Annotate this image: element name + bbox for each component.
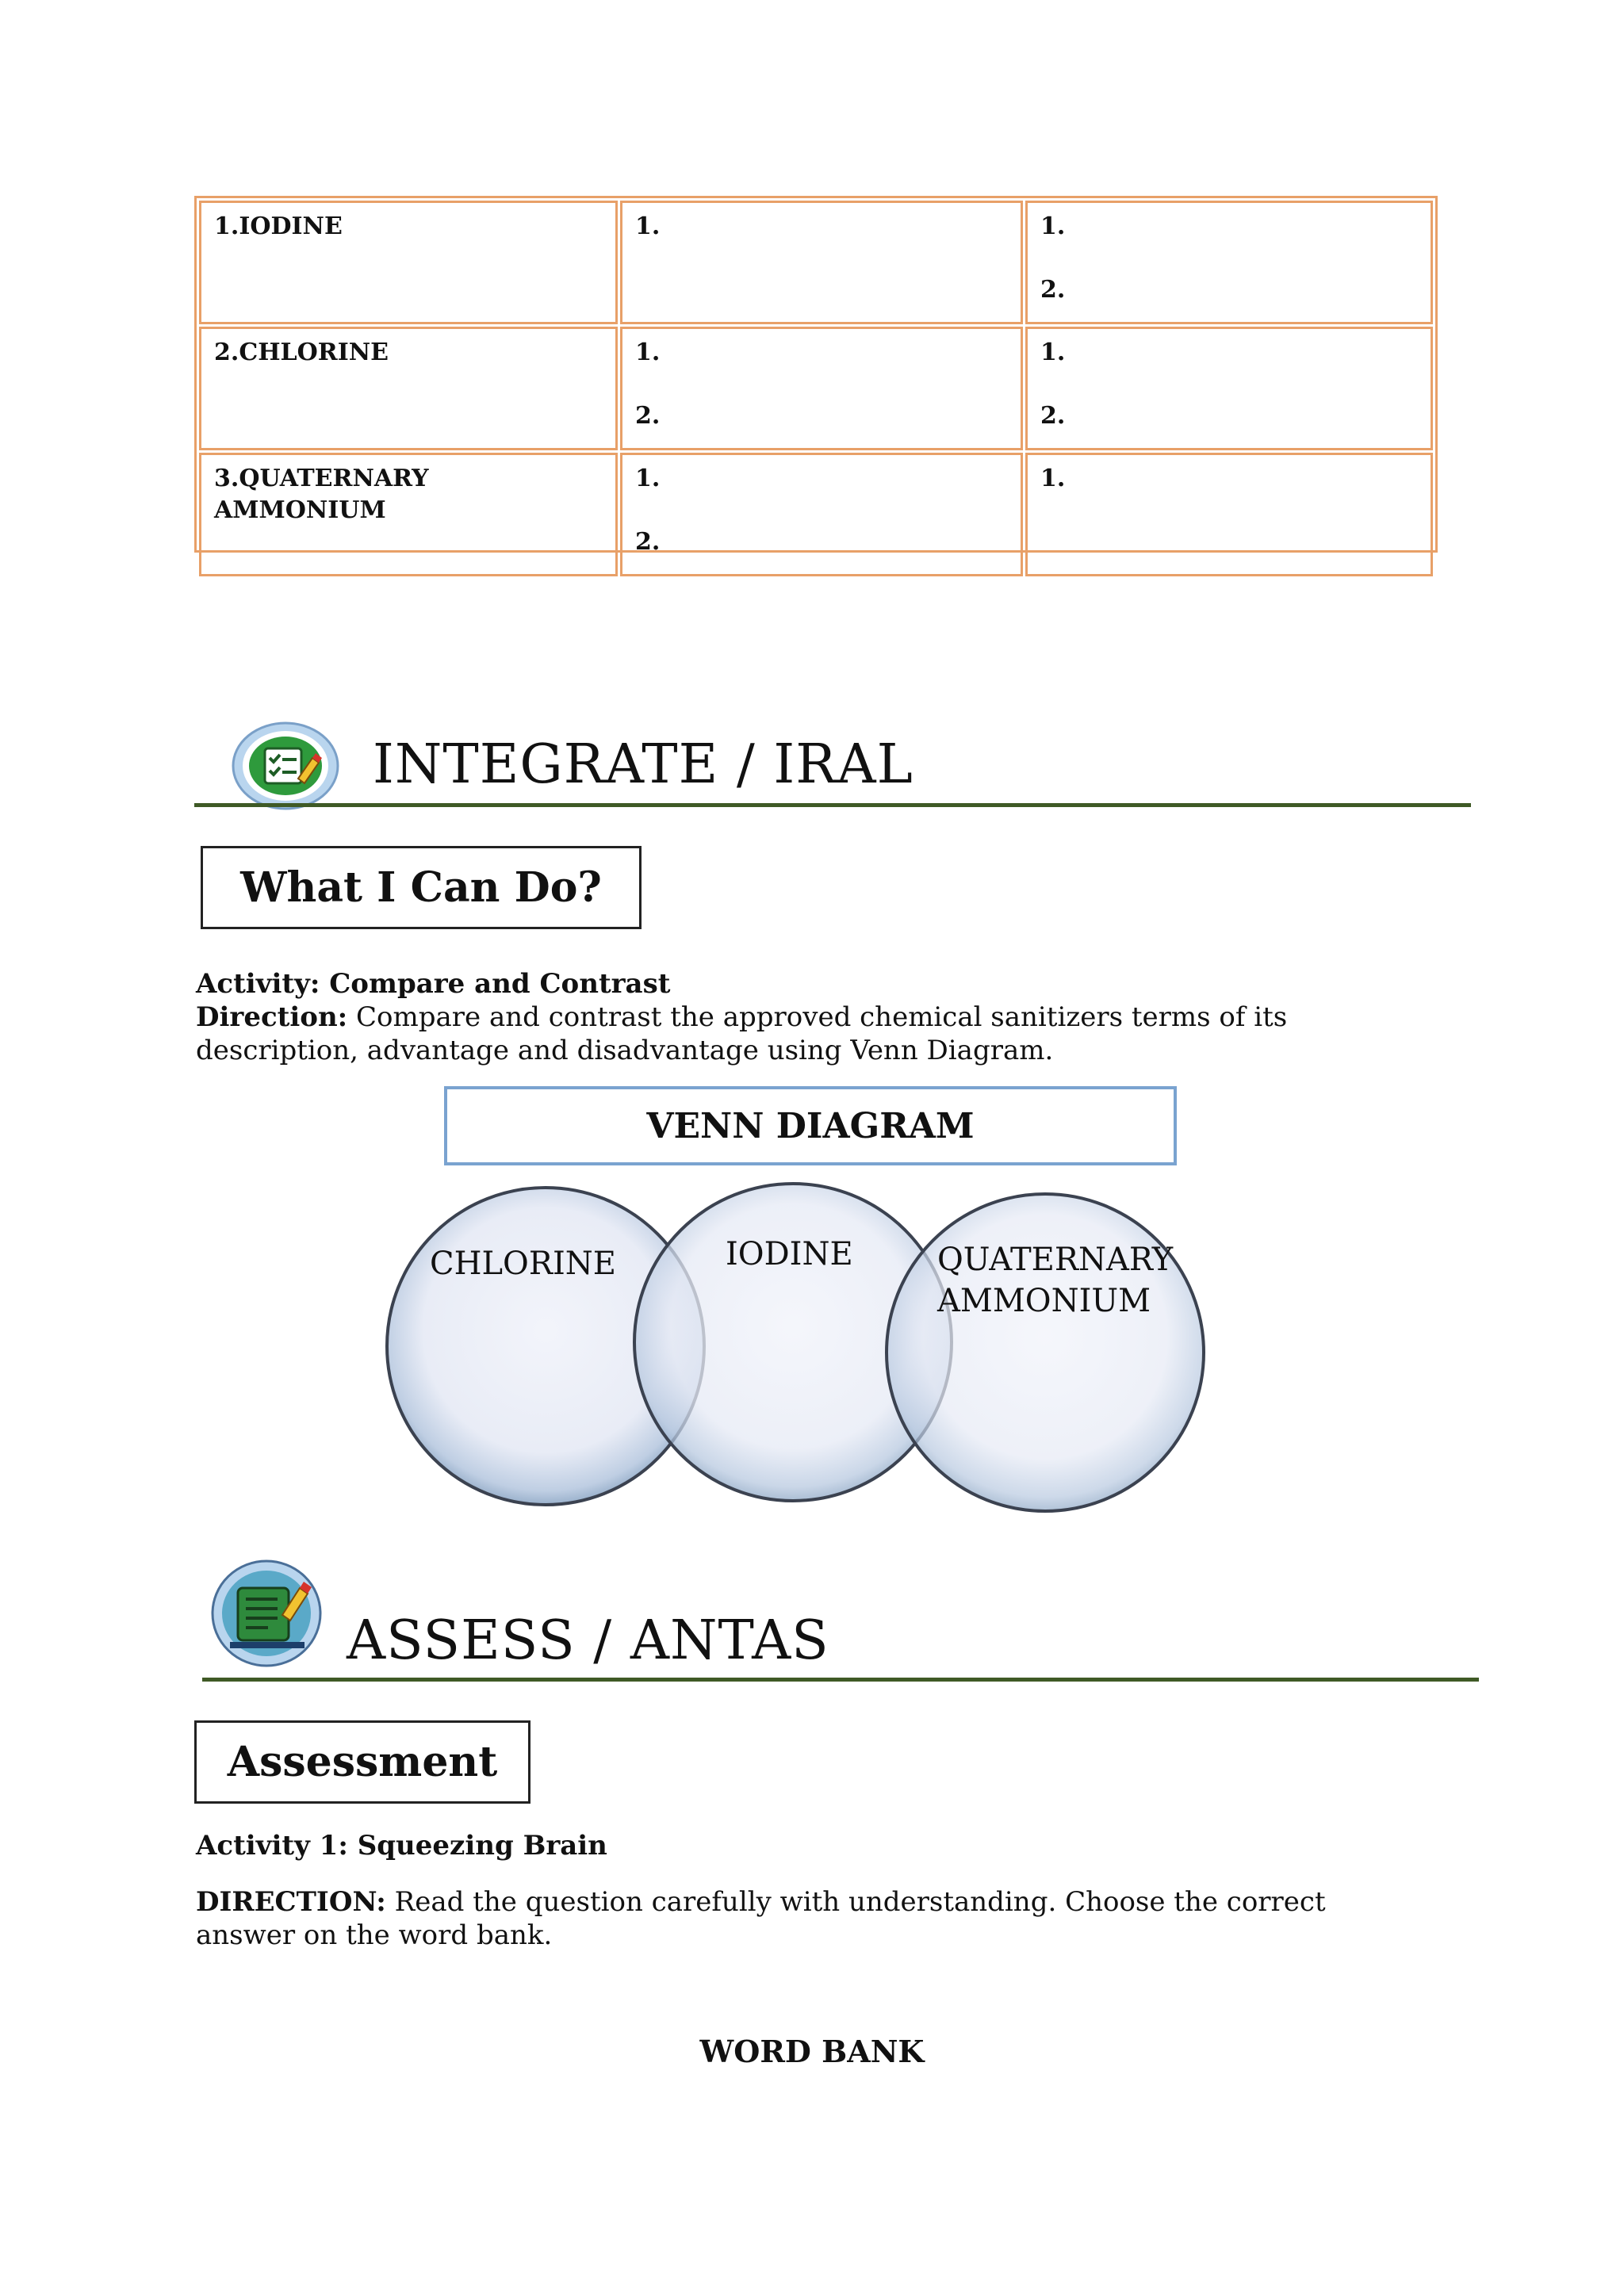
sanitizer-name: 2.CHLORINE [214,339,389,366]
table-cell [620,327,1023,450]
direction-label: Direction: [196,1001,348,1033]
direction-text [196,1001,1441,1067]
table-cell [1025,453,1433,576]
venn-label-line: AMMONIUM [937,1283,1151,1319]
item-number: 1. [635,339,661,366]
table-cell [199,453,618,576]
venn-diagram [373,1173,1221,1522]
venn-label-quaternary [937,1239,1173,1322]
table-cell [620,201,1023,324]
direction-body: Read the question carefully with understanding. Choose the correct answer on the word bank. [196,1886,1326,1951]
sanitizer-name: 3.QUATERNARY AMMONIUM [214,465,429,524]
section-title-integrate: INTEGRATE / IRAL [373,733,914,796]
table-row [199,453,1433,576]
direction-body: Compare and contrast the approved chemical sanitizers terms of its description, advantage and disadvantage using Venn Diagram. [196,1001,1288,1066]
box-label: What I Can Do? [240,863,602,912]
sanitizer-name: 1.IODINE [214,212,343,240]
venn-diagram-title [444,1086,1177,1165]
activity-block [196,967,1441,1067]
venn-label-line: QUATERNARY [937,1242,1174,1278]
table-cell [1025,327,1433,450]
table-row [199,327,1433,450]
word-bank-title: WORD BANK [699,2034,925,2069]
assessment-box [194,1720,530,1804]
item-number: 1. [635,465,661,492]
section-title-assess: ASSESS / ANTAS [347,1609,829,1672]
direction-text [196,1885,1417,1952]
table-cell [199,327,618,450]
checklist-pencil-icon [232,721,339,810]
section-divider [202,1678,1479,1682]
item-number: 1. [1040,212,1066,240]
item-number: 2. [1040,402,1066,430]
item-number: 2. [1040,276,1066,304]
what-i-can-do-box [201,846,642,929]
table-cell [1025,201,1433,324]
venn-label-chlorine: CHLORINE [430,1246,616,1282]
venn-title-label: VENN DIAGRAM [646,1105,975,1146]
box-label: Assessment [227,1738,498,1786]
activity-label: Activity: Compare and Contrast [196,968,671,1000]
direction-label: DIRECTION: [196,1886,386,1918]
sanitizer-table [194,196,1438,556]
activity-label: Activity 1: Squeezing Brain [196,1830,607,1862]
item-number: 1. [635,212,661,240]
item-number: 1. [1040,465,1066,492]
section-divider [194,803,1471,807]
item-number: 1. [1040,339,1066,366]
venn-label-iodine: IODINE [726,1236,853,1272]
table-row [199,201,1433,324]
table-cell [199,201,618,324]
item-number: 2. [635,528,661,556]
document-pencil-icon [211,1559,324,1667]
table-cell [620,453,1023,576]
item-number: 2. [635,402,661,430]
